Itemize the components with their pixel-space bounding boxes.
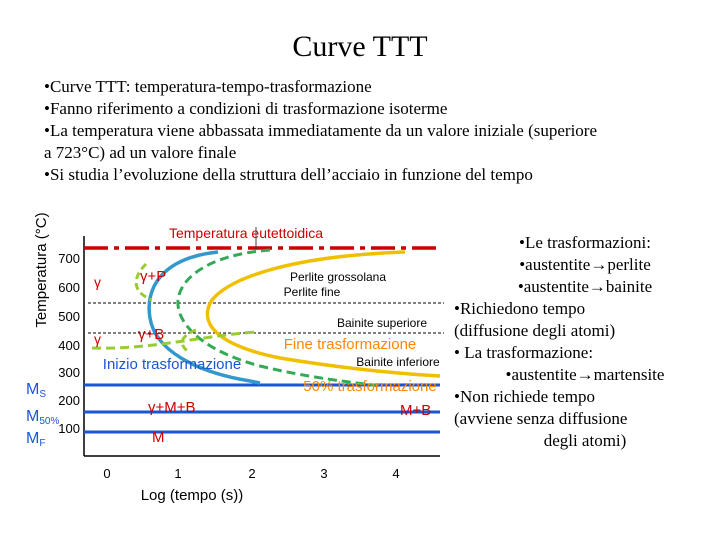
ms-label: MS bbox=[26, 381, 46, 400]
bullet-marker: • bbox=[44, 165, 50, 184]
bullet-text: Fanno riferimento a condizioni di trasformazione isoterme bbox=[49, 99, 448, 118]
bullet-text: a 723°C) ad un valore finale bbox=[44, 143, 237, 162]
m50-label: M50% bbox=[26, 408, 60, 427]
y-tick-label: 300 bbox=[58, 365, 80, 380]
m-label: M bbox=[152, 429, 165, 446]
side-note: •austentite→martensite bbox=[505, 365, 665, 384]
gamma-b-label: γ+B bbox=[138, 326, 165, 343]
bullet-marker: • bbox=[44, 121, 50, 140]
side-note: •Non richiede tempo bbox=[454, 387, 595, 406]
pearlite-fine-label: Perlite fine bbox=[283, 285, 341, 299]
x-tick-label: 0 bbox=[103, 466, 111, 481]
y-tick-label: 700 bbox=[58, 251, 80, 266]
gamma-lower-label: γ bbox=[94, 331, 101, 347]
end-transformation-label: Fine trasformazione bbox=[283, 336, 417, 353]
side-note: (avviene senza diffusione bbox=[454, 409, 628, 428]
side-note: •austentite→bainite bbox=[517, 277, 653, 296]
x-tick-label: 4 bbox=[392, 466, 400, 481]
y-tick-label: 500 bbox=[58, 309, 80, 324]
x-tick-label: 2 bbox=[248, 466, 256, 481]
side-note: •austentite→perlite bbox=[519, 255, 651, 274]
bullet-text: Si studia l’evoluzione della struttura dell’acciaio in funzione del tempo bbox=[49, 165, 533, 184]
side-note: (diffusione degli atomi) bbox=[454, 321, 616, 340]
side-note: degli atomi) bbox=[543, 431, 627, 450]
bainite-upper-label: Bainite superiore bbox=[336, 316, 428, 330]
bullet-text: La temperatura viene abbassata immediatamente da un valore iniziale (superiore bbox=[49, 121, 598, 140]
lime-dashed-connector bbox=[92, 332, 256, 348]
bullet-text: Curve TTT: temperatura-tempo-trasformazione bbox=[49, 77, 372, 96]
gamma-p-label: γ+P bbox=[140, 268, 167, 285]
bainite-lower-label: Bainite inferiore bbox=[356, 355, 440, 369]
y-tick-label: 200 bbox=[58, 393, 80, 408]
x-tick-label: 1 bbox=[174, 466, 182, 481]
side-note: •Richiedono tempo bbox=[454, 299, 586, 318]
y-tick-label: 600 bbox=[58, 280, 80, 295]
x-axis-label: Log (tempo (s)) bbox=[140, 487, 244, 504]
x-tick-label: 3 bbox=[320, 466, 328, 481]
bullet-marker: • bbox=[44, 77, 50, 96]
y-axis-label: Temperatura (°C) bbox=[33, 212, 50, 328]
start-transformation-label: Inizio trasformazione bbox=[102, 356, 242, 373]
side-note: • La trasformazione: bbox=[454, 343, 594, 362]
y-tick-label: 400 bbox=[58, 338, 80, 353]
fifty-transformation-label: 50% trasformazione bbox=[303, 378, 437, 395]
side-note: •Le trasformazioni: bbox=[519, 233, 651, 252]
side-notes bbox=[454, 232, 716, 452]
bullet-marker: • bbox=[44, 99, 50, 118]
mb-label: M+B bbox=[400, 402, 432, 419]
gamma-mb-label: γ+M+B bbox=[148, 399, 196, 416]
page-title: Curve TTT bbox=[292, 30, 428, 63]
gamma-upper-label: γ bbox=[94, 274, 101, 290]
y-tick-label: 100 bbox=[58, 421, 80, 436]
eutectoid-label: Temperatura eutettoidica bbox=[168, 225, 324, 241]
pearlite-coarse-label: Perlite grossolana bbox=[289, 270, 387, 284]
mf-label: MF bbox=[26, 430, 46, 449]
